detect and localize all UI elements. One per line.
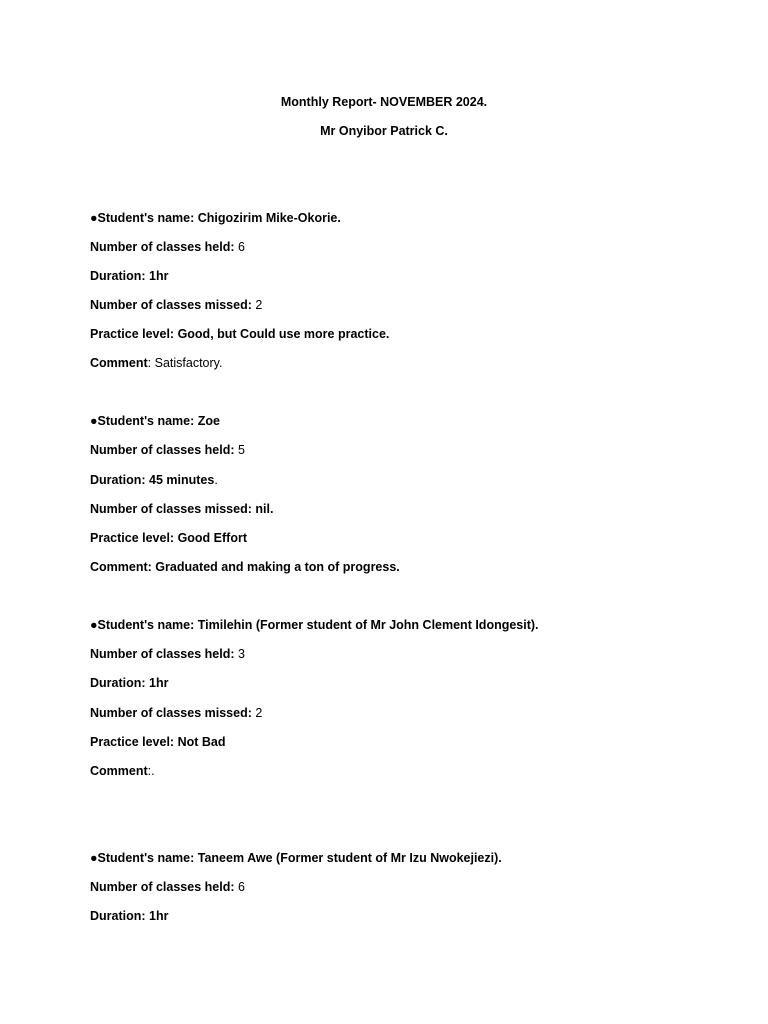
student-3-classes-missed-line xyxy=(90,705,262,721)
student-1-classes-missed-line xyxy=(90,297,262,313)
duration-label: Duration: xyxy=(90,473,150,487)
student-2-classes-held-line xyxy=(90,442,245,458)
practice-level-value: Good, but Could use more practice. xyxy=(177,327,390,341)
duration-value: 1hr xyxy=(149,676,169,690)
student-1-duration-line xyxy=(90,268,168,284)
student-1-comment-line xyxy=(90,355,222,371)
classes-held-value: 6 xyxy=(237,880,245,894)
student-3-name-line xyxy=(90,617,539,633)
comment-value: :. xyxy=(147,764,155,778)
student-2-practice-line xyxy=(90,530,247,546)
duration-label: Duration: xyxy=(90,909,150,923)
report-title: Monthly Report- NOVEMBER 2024. xyxy=(280,95,488,109)
classes-missed-value: 2 xyxy=(255,706,263,720)
student-name: Taneem Awe (Former student of Mr Izu Nwokejiezi). xyxy=(197,851,502,865)
student-2-name-line xyxy=(90,413,220,429)
student-3-practice-line xyxy=(90,734,225,750)
practice-level-value: Good Effort xyxy=(177,531,247,545)
classes-held-label: Number of classes held: xyxy=(90,880,238,894)
comment-value: : Satisfactory. xyxy=(147,356,223,370)
duration-value: 1hr xyxy=(149,909,169,923)
duration-label: Duration: xyxy=(90,676,150,690)
classes-held-value: 3 xyxy=(237,647,245,661)
classes-held-value: 6 xyxy=(237,240,245,254)
classes-held-value: 5 xyxy=(237,443,245,457)
student-1-classes-held-line xyxy=(90,239,245,255)
student-name: Zoe xyxy=(197,414,220,428)
practice-level-label: Practice level: xyxy=(90,735,178,749)
duration-value: 1hr xyxy=(149,269,169,283)
classes-missed-label: Number of classes missed: xyxy=(90,298,256,312)
classes-held-label: Number of classes held: xyxy=(90,443,238,457)
classes-missed-label: Number of classes missed: xyxy=(90,502,256,516)
student-name-label: ●Student's name: xyxy=(90,851,198,865)
practice-level-value: Not Bad xyxy=(177,735,226,749)
classes-missed-value: 2 xyxy=(255,298,263,312)
student-name-label: ●Student's name: xyxy=(90,414,198,428)
student-2-classes-missed-line xyxy=(90,501,273,517)
student-3-duration-line xyxy=(90,675,168,691)
duration-suffix: . xyxy=(214,473,218,487)
student-name: Timilehin (Former student of Mr John Clement Idongesit). xyxy=(197,618,539,632)
student-1-practice-line xyxy=(90,326,389,342)
comment-label: Comment xyxy=(90,356,148,370)
student-name: Chigozirim Mike-Okorie. xyxy=(197,211,341,225)
duration-label: Duration: xyxy=(90,269,150,283)
student-3-classes-held-line xyxy=(90,646,245,662)
comment-label: Comment xyxy=(90,764,148,778)
student-4-name-line xyxy=(90,850,502,866)
student-name-label: ●Student's name: xyxy=(90,618,198,632)
student-2-duration-line xyxy=(90,472,218,488)
student-1-name-line xyxy=(90,210,341,226)
student-4-duration-line xyxy=(90,908,168,924)
report-author: Mr Onyibor Patrick C. xyxy=(320,124,448,138)
classes-held-label: Number of classes held: xyxy=(90,647,238,661)
classes-missed-value: nil. xyxy=(255,502,274,516)
student-3-comment-line xyxy=(90,763,155,779)
comment-label: Comment: xyxy=(90,560,156,574)
practice-level-label: Practice level: xyxy=(90,327,178,341)
student-2-comment-line xyxy=(90,559,400,575)
comment-value: Graduated and making a ton of progress. xyxy=(155,560,400,574)
duration-value: 45 minutes xyxy=(149,473,215,487)
classes-held-label: Number of classes held: xyxy=(90,240,238,254)
student-name-label: ●Student's name: xyxy=(90,211,198,225)
practice-level-label: Practice level: xyxy=(90,531,178,545)
classes-missed-label: Number of classes missed: xyxy=(90,706,256,720)
student-4-classes-held-line xyxy=(90,879,245,895)
